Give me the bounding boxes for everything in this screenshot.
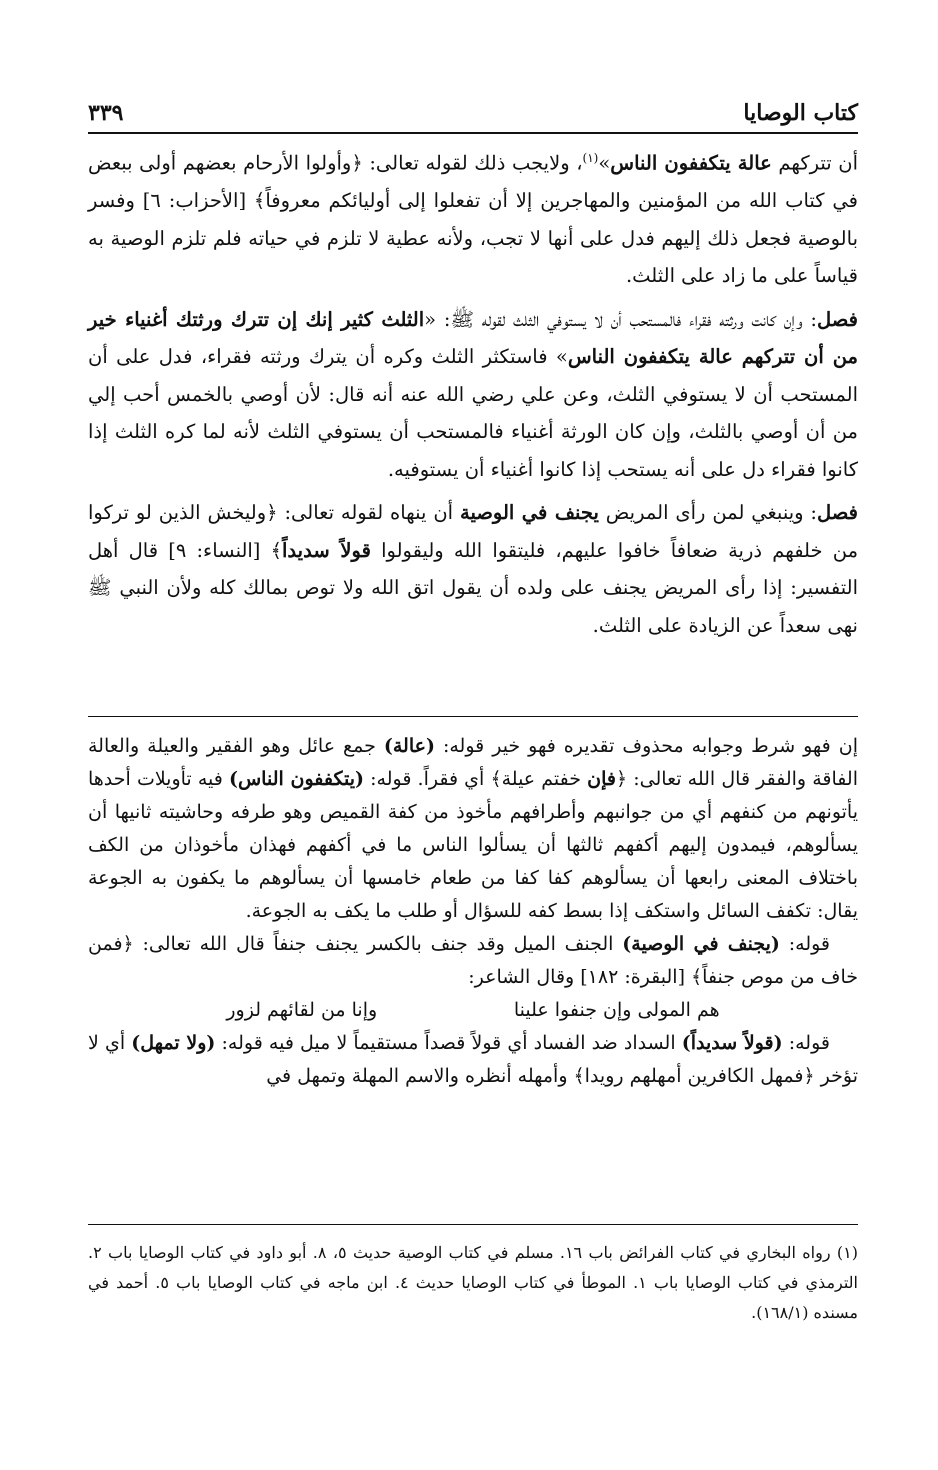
poem-hemistich-2: وإنا من لقائهم لزور [226,999,378,1021]
bold-phrase: قولاً سديداً [282,538,371,562]
commentary-paragraph-3: قوله: (قولاً سديداً) السداد ضد الفساد أي قولاً قصداً مستقيماً لا ميل فيه قوله: (ولا تمهل) أي لا تؤخر ﴿فمهل الكافرين أمهلهم رويدا﴾ وأمهله أنظره والاسم المهلة وتمهل في [88,1032,858,1087]
main-paragraph-3: فصل: وينبغي لمن رأى المريض يجنف في الوصية أن ينهاه لقوله تعالى: ﴿وليخش الذين لو تركوا من خلفهم ذرية ضعافاً خافوا عليهم، فليتقوا الله وليقولوا قولاً سديداً﴾ [النساء: ٩] قال أهل التفسير: إذا رأى المريض يجنف على ولده أن يقول اتق الله ولا توص بمالك كله ولأن النبي ﷺ نهى سعداً عن الزيادة على الثلث. [88,501,859,637]
commentary-separator [88,716,858,717]
header-rule [88,132,858,134]
section-label: فصل [816,307,858,331]
footnotes [88,1238,858,1328]
bold-hadith: الثلث كثير إنك إن تترك ورثتك أغنياء خير من أن تتركهم عالة يتكففون الناس [88,307,858,368]
footnote-separator [88,1224,858,1225]
main-text [88,140,858,650]
poem-verse [88,994,858,1027]
footnote-1: (١) رواه البخاري في كتاب الفرائض باب ١٦. مسلم في كتاب الوصية حديث ٥، ٨. أبو داود في كتاب الوصايا باب ٢. الترمذي في كتاب الوصايا باب ١. الموطأ في كتاب الوصايا حديث ٤. ابن ماجه في كتاب الوصايا باب ٥. أحمد في مسنده (١٦٨/١). [88,1243,859,1322]
commentary-paragraph-2: قوله: (يجنف في الوصية) الجنف الميل وقد جنف بالكسر يجنف جنفاً قال الله تعالى: ﴿فمن خاف من موص جنفاً﴾ [البقرة: ١٨٢] وقال الشاعر: [88,933,858,988]
poem-hemistich-1: هم المولى وإن جنفوا علينا [513,999,720,1021]
commentary-text [88,730,858,1093]
main-paragraph-1: أن تتركهم عالة يتكففون الناس»$^{(١)}$، ولايجب ذلك لقوله تعالى: ﴿وأولوا الأرحام بعضهم أولى ببعض في كتاب الله من المؤمنين والمهاجرين إلا أن تفعلوا إلى أوليائكم معروفاً﴾ [الأحزاب: ٦] وفسر بالوصية فجعل ذلك إليهم فدل على أنها لا تجب، ولأنه عطية لا تلزم في حياته فلم تلزم الوصية به قياساً على ما زاد على الثلث. [88,151,859,287]
page-number: ٣٣٩ [88,100,124,126]
chapter-title: كتاب الوصايا [743,100,858,126]
main-paragraph-2: فصل: وإن كانت ورثته فقراء فالمستحب أن لا يستوفي الثلث لقوله ﷺ: «الثلث كثير إنك إن تترك ورثتك أغنياء خير من أن تتركهم عالة يتكففون الناس» فاستكثر الثلث وكره أن يترك ورثته فقراء، فدل على أن المستحب أن لا يستوفي الثلث، وعن علي رضي الله عنه أنه قال: لأن أوصي بالخمس أحب إلي من أن أوصي بالثلث، وإن كان الورثة أغنياء فالمستحب أن يستوفي الثلث لأنه لما كره الثلث إذا كانوا فقراء دل على أنه يستحب إذا كانوا أغنياء أن يستوفيه. [88,307,858,481]
bold-phrase: عالة يتكففون الناس [610,151,772,175]
commentary-paragraph-1: إن فهو شرط وجوابه محذوف تقديره فهو خير قوله: (عالة) جمع عائل وهو الفقير والعيلة والعالة الفاقة والفقر قال الله تعالى: ﴿فإن خفتم عيلة﴾ أي فقراً. قوله: (يتكففون الناس) فيه تأويلات أحدها يأتونهم من كنفهم أي من جوانبهم وأطرافهم مأخوذ من كفة القميص وهو طرفه وحاشيته ثانيها أن يسألوهم، فيمدون إليهم أكفهم ثالثها أن يسألوا الناس ما في أكفهم فهذان مأخوذان من الكف باختلاف المعنى رابعها أن يسألوهم كفا كفا من طعام خامسها أن يسألوهم ما يكفون به الجوعة يقال: تكفف السائل واستكف إذا بسط كفه للسؤال أو طلب ما يكف به الجوعة. [88,735,858,922]
section-label: فصل [817,501,858,524]
bold-phrase: يجنف في الوصية [459,501,599,524]
footnote-ref: (١) [582,151,599,165]
running-header [88,86,858,126]
